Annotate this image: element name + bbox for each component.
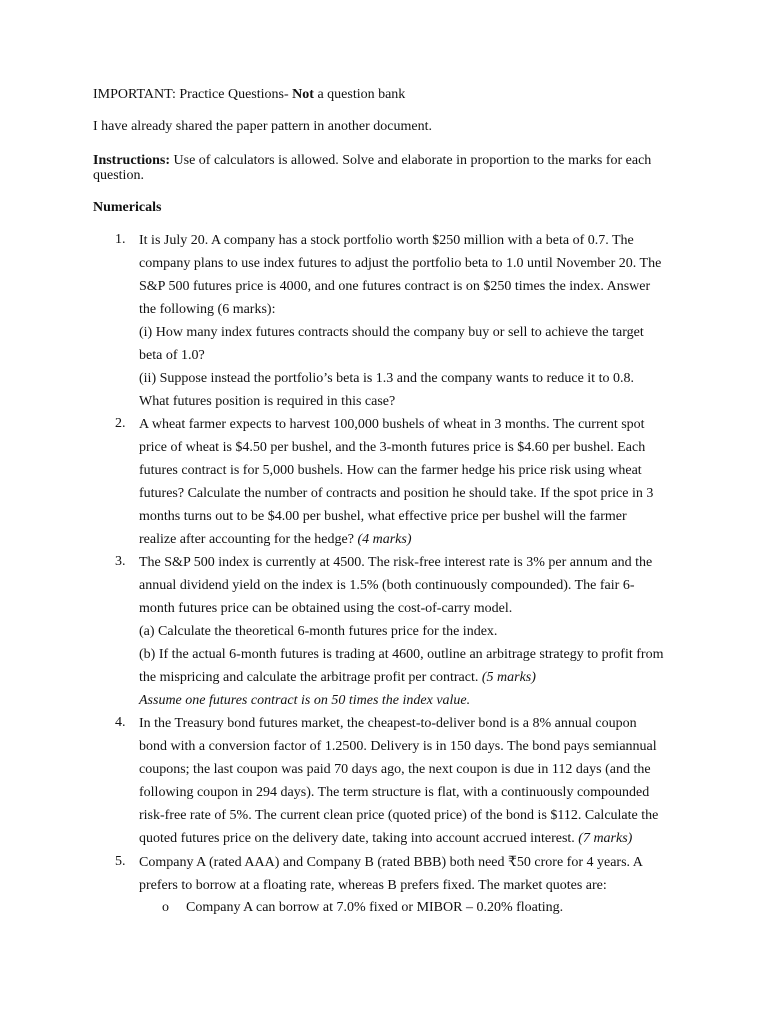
question-number: 4.	[115, 715, 126, 730]
question-line: annual dividend yield on the index is 1.5% (both continuously compounded). The fair 6-	[139, 578, 635, 593]
question-line: The S&P 500 index is currently at 4500. The risk-free interest rate is 3% per annum and the	[139, 555, 653, 570]
question-number: 3.	[115, 554, 126, 569]
question-line: beta of 1.0?	[139, 348, 205, 363]
question-line: A wheat farmer expects to harvest 100,000 bushels of wheat in 3 months. The current spot	[139, 417, 645, 432]
question-line: the mispricing and calculate the arbitrage profit per contract. (5 marks)	[139, 670, 536, 685]
question-body	[139, 854, 684, 900]
bullet-marker: o	[162, 900, 169, 915]
question-line: bond with a conversion factor of 1.2500. Delivery is in 150 days. The bond pays semiannual	[139, 739, 657, 754]
bullet-text: Company A can borrow at 7.0% fixed or MIBOR – 0.20% floating.	[186, 900, 564, 915]
question-line: (ii) Suppose instead the portfolio’s beta is 1.3 and the company wants to reduce it to 0.8.	[139, 371, 634, 386]
instructions-label: Instructions:	[93, 153, 171, 168]
question-line: S&P 500 futures price is 4000, and one futures contract is on $250 times the index. Answer	[139, 279, 651, 294]
marks-label: (5 marks)	[481, 670, 536, 685]
question-line: Company A (rated AAA) and Company B (rated BBB) both need ₹50 crore for 4 years. A	[139, 855, 643, 870]
question-line: risk-free rate of 5%. The current clean price (quoted price) of the bond is $112. Calculate the	[139, 808, 659, 823]
bullet-item	[162, 900, 563, 916]
important-note	[93, 87, 405, 103]
question-line: price of wheat is $4.50 per bushel, and the 3-month futures price is $4.60 per bushel. Each	[139, 440, 646, 455]
question-body	[139, 715, 684, 853]
question-line: prefers to borrow at a floating rate, whereas B prefers fixed. The market quotes are:	[139, 878, 607, 893]
question-line: (a) Calculate the theoretical 6-month futures price for the index.	[139, 624, 498, 639]
question-line: following coupon in 294 days). The term structure is flat, with a continuously compounded	[139, 785, 650, 800]
question-body	[139, 416, 684, 554]
section-title: Numericals	[93, 200, 162, 215]
question-line: In the Treasury bond futures market, the cheapest-to-deliver bond is a 8% annual coupon	[139, 716, 637, 731]
question-number: 1.	[115, 232, 126, 247]
question-line: quoted futures price on the delivery date, taking into account accrued interest. (7 marks)	[139, 831, 633, 846]
question-line: months turns out to be $4.00 per bushel, what effective price per bushel will the farmer	[139, 509, 627, 524]
shared-note: I have already shared the paper pattern in another document.	[93, 119, 432, 134]
question-body	[139, 232, 684, 416]
question-line: (i) How many index futures contracts should the company buy or sell to achieve the target	[139, 325, 644, 340]
question-line: futures? Calculate the number of contracts and position he should take. If the spot price in 3	[139, 486, 654, 501]
marks-label: (4 marks)	[357, 532, 412, 547]
question-line: coupons; the last coupon was paid 70 days ago, the next coupon is due in 112 days (and the	[139, 762, 651, 777]
question-line: (b) If the actual 6-month futures is trading at 4600, outline an arbitrage strategy to profit from	[139, 647, 664, 662]
instructions-text: Use of calculators is allowed. Solve and elaborate in proportion to the marks for each question.	[93, 153, 652, 183]
question-number: 2.	[115, 416, 126, 431]
question-line: the following (6 marks):	[139, 302, 276, 317]
important-suffix: a question bank	[313, 87, 406, 102]
marks-label: (7 marks)	[578, 831, 633, 846]
question-line: It is July 20. A company has a stock portfolio worth $250 million with a beta of 0.7. The	[139, 233, 634, 248]
instructions	[93, 153, 683, 183]
question-line: realize after accounting for the hedge? (4 marks)	[139, 532, 412, 547]
question-line: month futures price can be obtained using the cost-of-carry model.	[139, 601, 513, 616]
question-body	[139, 554, 684, 715]
important-bold: Not	[292, 87, 314, 102]
question-line: company plans to use index futures to adjust the portfolio beta to 1.0 until November 20. The	[139, 256, 662, 271]
question-note: Assume one futures contract is on 50 times the index value.	[139, 693, 471, 708]
question-number: 5.	[115, 854, 126, 869]
question-line: What futures position is required in this case?	[139, 394, 396, 409]
question-line: futures contract is for 5,000 bushels. How can the farmer hedge his price risk using wheat	[139, 463, 642, 478]
important-prefix: IMPORTANT: Practice Questions-	[93, 87, 293, 102]
